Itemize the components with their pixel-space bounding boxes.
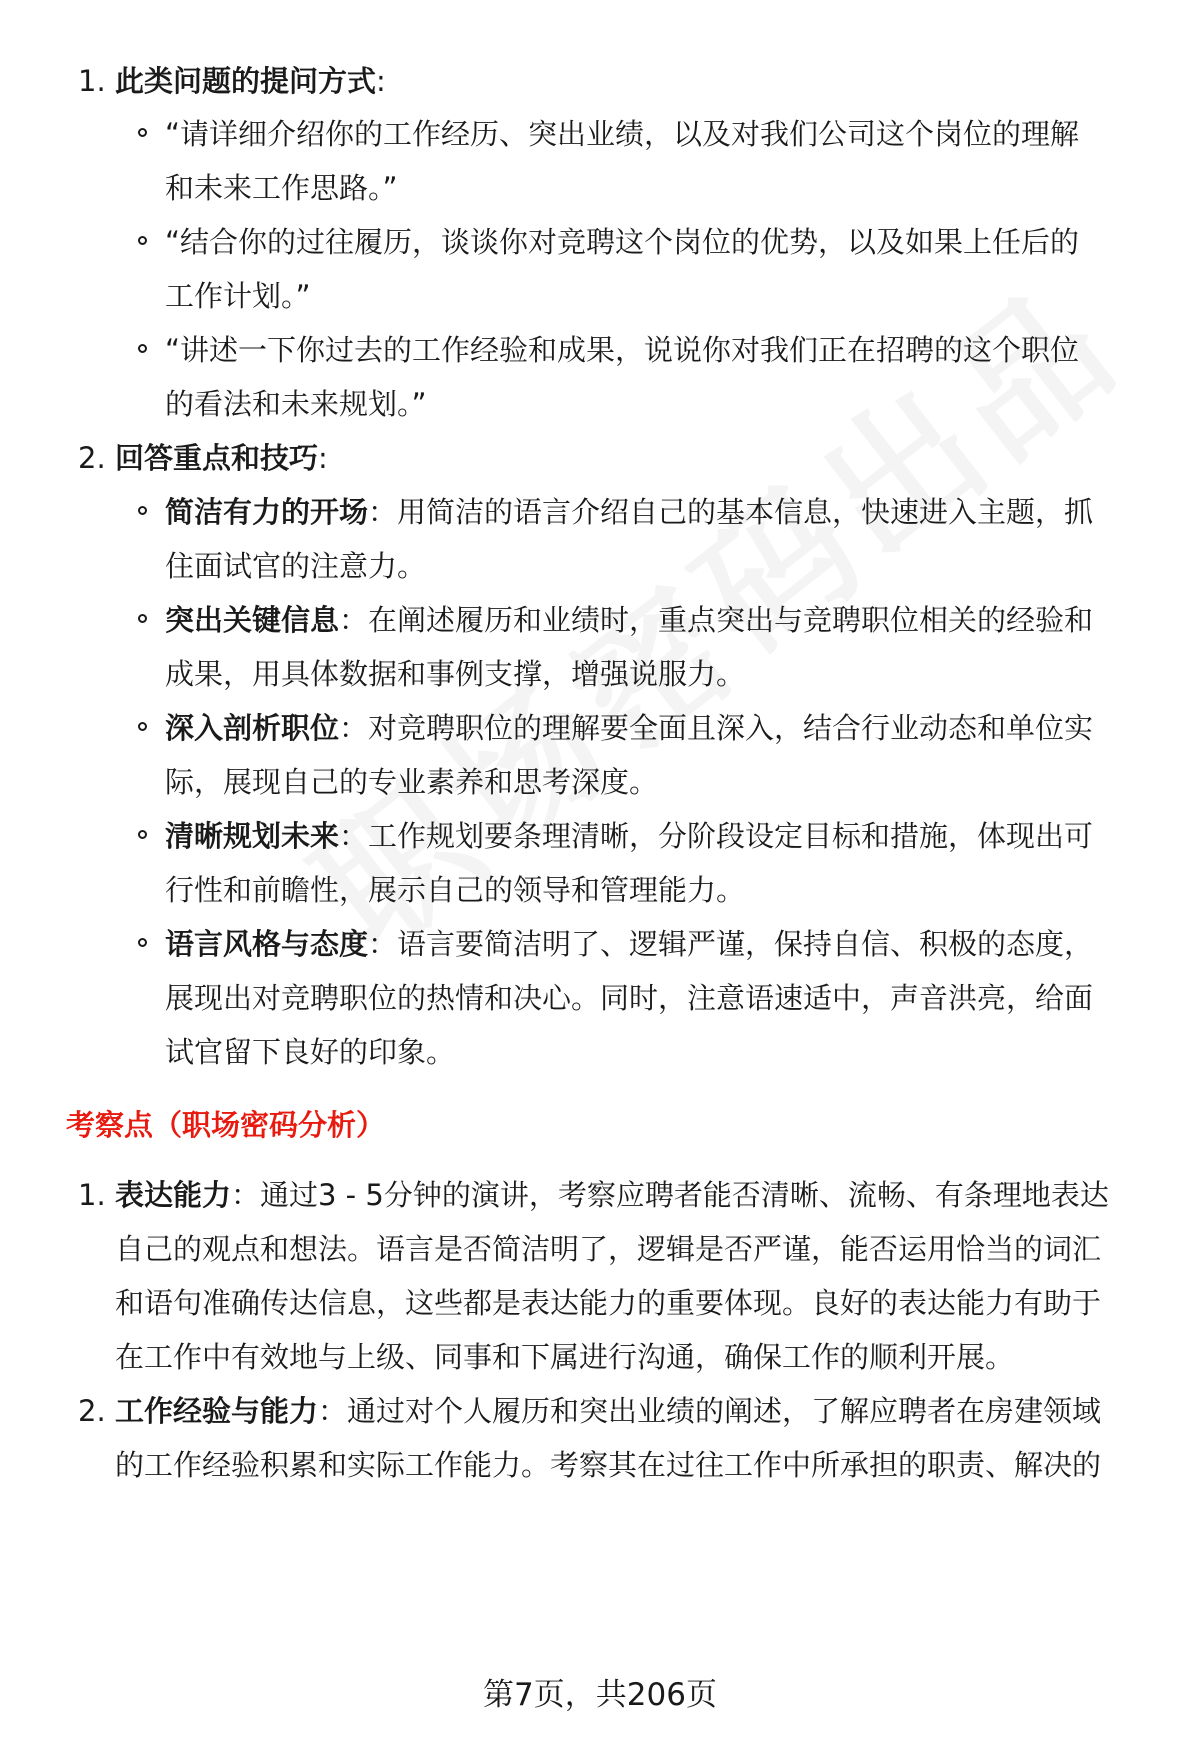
tip-line: 行性和前瞻性，展示自己的领导和管理能力。 — [165, 873, 746, 907]
tip-text: ：语言要简洁明了、逻辑严谨，保持自信、积极的态度， — [368, 927, 1094, 961]
tip-line: 住面试官的注意力。 — [165, 549, 427, 583]
paragraph-line: 自己的观点和想法。语言是否简洁明了，逻辑是否严谨，能否运用恰当的词汇 — [115, 1232, 1102, 1266]
quote-line: “结合你的过往履历，谈谈你对竞聘这个岗位的优势，以及如果上任后的 — [165, 225, 1080, 259]
paragraph-line — [115, 1175, 1109, 1215]
tip-line: 成果，用具体数据和事例支撑，增强说服力。 — [165, 657, 746, 691]
tip-line — [165, 600, 1093, 640]
tip-text: ：对竞聘职位的理解要全面且深入，结合行业动态和单位实 — [339, 711, 1094, 745]
paragraph-line: 的工作经验积累和实际工作能力。考察其在过往工作中所承担的职责、解决的 — [115, 1448, 1102, 1482]
list-number: 1. — [78, 64, 106, 98]
tip-term: 深入剖析职位 — [165, 711, 340, 745]
hollow-bullet-icon — [138, 614, 147, 623]
tip-term: 清晰规划未来 — [165, 819, 340, 853]
hollow-bullet-icon — [138, 236, 147, 245]
hollow-bullet-icon — [138, 506, 147, 515]
tip-term: 简洁有力的开场 — [165, 495, 369, 529]
quote-line: 和未来工作思路。” — [165, 171, 398, 205]
hollow-bullet-icon — [138, 830, 147, 839]
paragraph-text: ：通过对个人履历和突出业绩的阐述，了解应聘者在房建领域 — [318, 1394, 1102, 1428]
paragraph-term: 工作经验与能力 — [115, 1394, 319, 1428]
list-item-heading — [115, 438, 328, 478]
hollow-bullet-icon — [138, 128, 147, 137]
heading-term: 回答重点和技巧 — [115, 441, 319, 475]
heading-term: 此类问题的提问方式 — [115, 64, 377, 98]
list-item-heading — [115, 61, 386, 101]
hollow-bullet-icon — [138, 344, 147, 353]
tip-text: ：用简洁的语言介绍自己的基本信息，快速进入主题，抓 — [368, 495, 1094, 529]
list-number: 2. — [78, 1394, 106, 1428]
paragraph-line — [115, 1391, 1101, 1431]
quote-line: “请详细介绍你的工作经历、突出业绩，以及对我们公司这个岗位的理解 — [165, 117, 1080, 151]
page-number-footer: 第7页，共206页 — [483, 1677, 717, 1713]
paragraph-text: ：通过3 - 5分钟的演讲，考察应聘者能否清晰、流畅、有条理地表达 — [231, 1178, 1109, 1212]
hollow-bullet-icon — [138, 722, 147, 731]
quote-line: “讲述一下你过去的工作经验和成果，说说你对我们正在招聘的这个职位 — [165, 333, 1080, 367]
tip-line — [165, 816, 1093, 856]
quote-line: 的看法和未来规划。” — [165, 387, 427, 421]
tip-line: 展现出对竞聘职位的热情和决心。同时，注意语速适中，声音洪亮，给面 — [165, 981, 1094, 1015]
tip-line — [165, 708, 1093, 748]
tip-line — [165, 492, 1093, 532]
tip-line — [165, 924, 1093, 964]
heading-colon: : — [318, 441, 328, 475]
section-title: 考察点（职场密码分析） — [66, 1108, 386, 1142]
hollow-bullet-icon — [138, 938, 147, 947]
paragraph-term: 表达能力 — [115, 1178, 232, 1212]
tip-line: 际，展现自己的专业素养和思考深度。 — [165, 765, 659, 799]
list-number: 2. — [78, 441, 106, 475]
tip-term: 突出关键信息 — [165, 603, 340, 637]
paragraph-line: 在工作中有效地与上级、同事和下属进行沟通，确保工作的顺利开展。 — [115, 1340, 1015, 1374]
tip-term: 语言风格与态度 — [165, 927, 369, 961]
list-number: 1. — [78, 1178, 106, 1212]
tip-text: ：工作规划要条理清晰，分阶段设定目标和措施，体现出可 — [339, 819, 1094, 853]
paragraph-line: 和语句准确传达信息，这些都是表达能力的重要体现。良好的表达能力有助于 — [115, 1286, 1102, 1320]
heading-colon: : — [376, 64, 386, 98]
tip-line: 试官留下良好的印象。 — [165, 1035, 456, 1069]
tip-text: ：在阐述履历和业绩时，重点突出与竞聘职位相关的经验和 — [339, 603, 1094, 637]
quote-line: 工作计划。” — [165, 279, 311, 313]
